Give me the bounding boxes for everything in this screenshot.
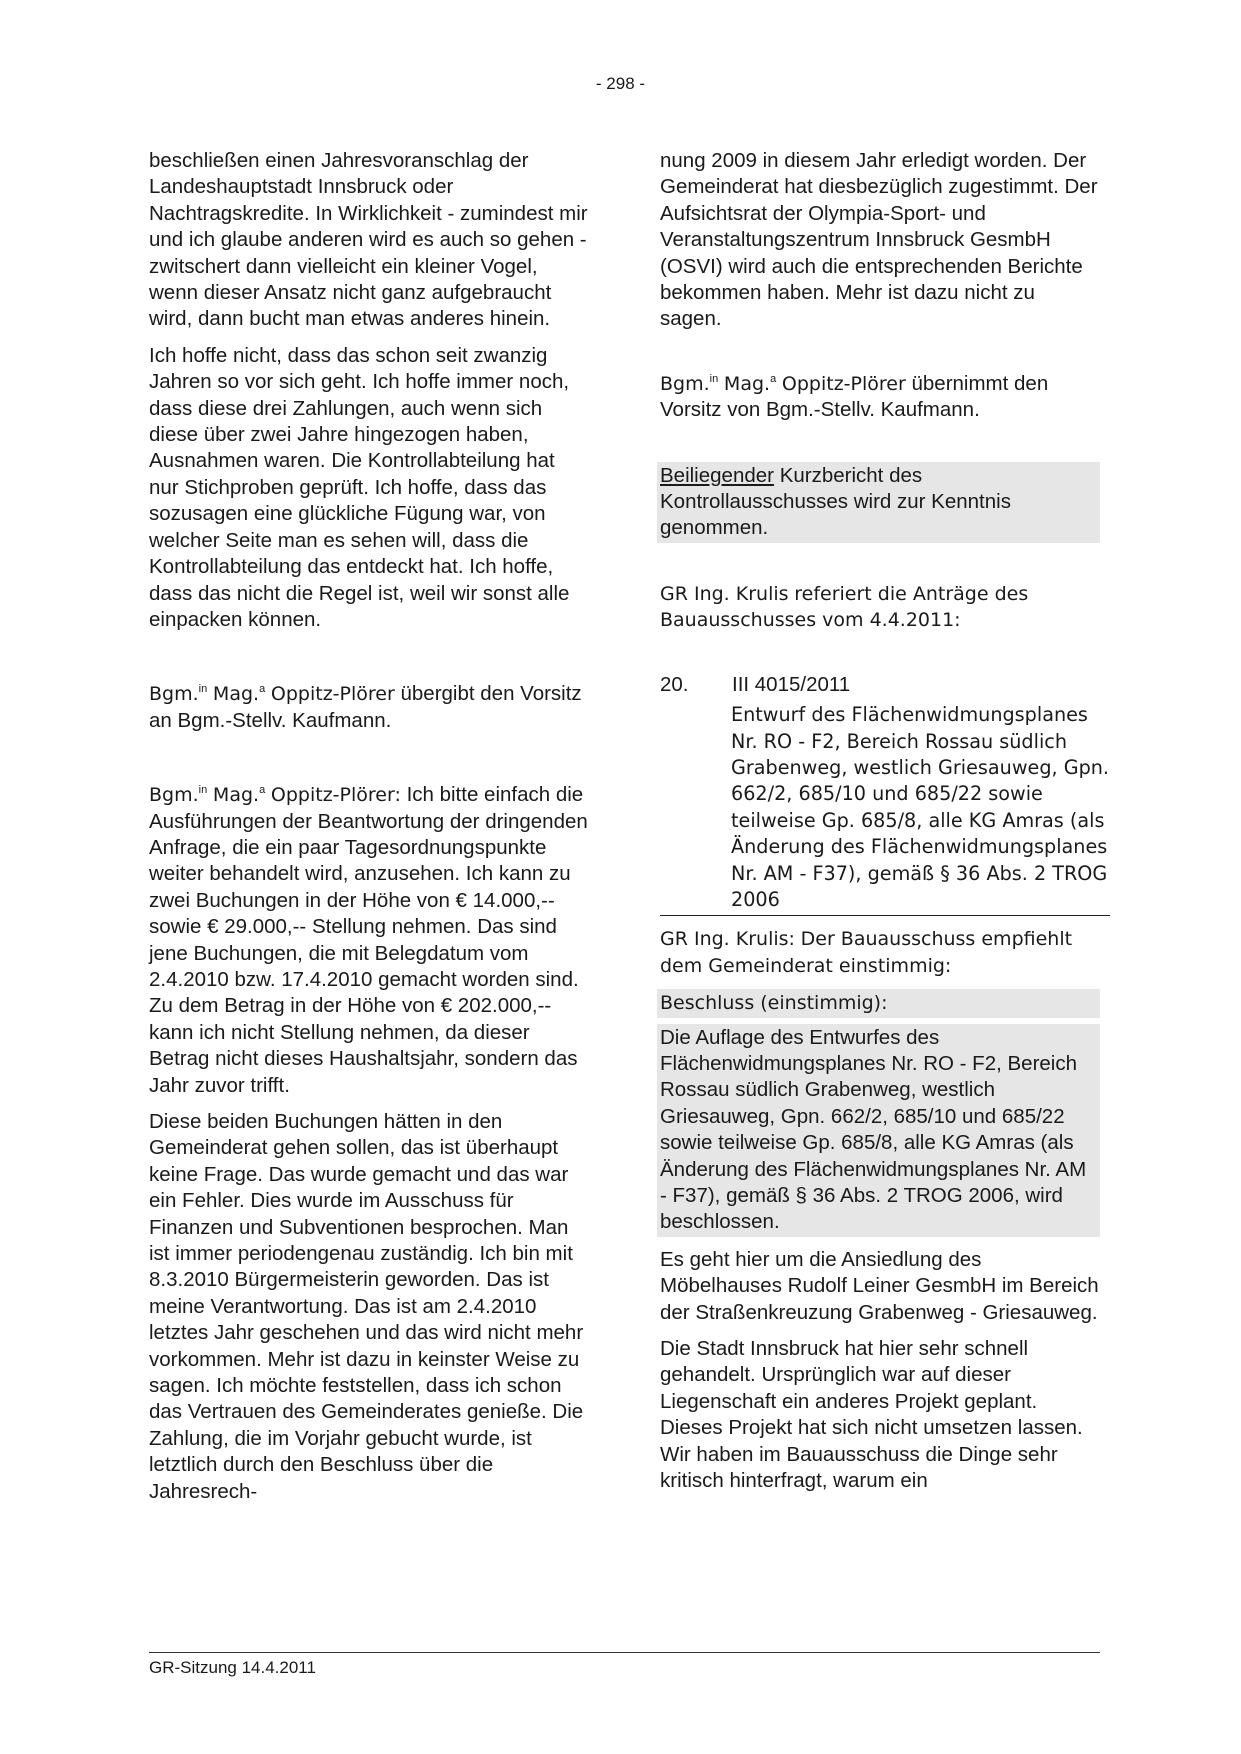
speaker-title: Bgm.: [149, 683, 199, 706]
right-paragraph-1: nung 2009 in diesem Jahr erledigt worden. Der Gemeinderat hat diesbezüglich zugestimmt. Der Aufsichtsrat der Olympia-Sport- und Veranstaltungszentrum Innsbruck GesmbH (OSVI) wird auch die entsprechenden Berichte bekommen haben. Mehr ist dazu nicht zu sagen.: [660, 149, 1098, 331]
report-notice-box: [657, 462, 1100, 543]
notice-text: Kurzbericht des Kontrollausschusses wird zur Kenntnis genommen.: [660, 463, 1011, 540]
left-paragraph-4: Diese beiden Buchungen hätten in den Gemeinderat gehen sollen, das ist überhaupt keine Frage. Das wurde gemacht und das war ein Fehler. Dies wurde im Ausschuss für Finanzen und Subventionen besprochen. Man ist immer periodengenau zuständig. Ich bin mit 8.3.2010 Bürgermeisterin geworden. Das ist meine Verantwortung. Das ist am 2.4.2010 letztes Jahr geschehen und das wird nicht mehr vorkommen. Mehr ist dazu in keinster Weise zu sagen. Ich möchte feststellen, dass ich schon das Vertrauen des Gemeinderates genieße. Die Zahlung, die im Vorjahr gebucht wurde, ist letztlich durch den Beschluss über die Jahresrech-: [149, 1110, 584, 1503]
speaker-name: Oppitz-Plörer: [270, 683, 395, 706]
speaker-name: GR Ing. Krulis:: [660, 928, 795, 951]
speaker-name: Oppitz-Plörer:: [270, 784, 401, 807]
speaker-name: GR Ing. Krulis: [660, 582, 789, 605]
speaker-degree-sup: a: [770, 372, 777, 385]
speaker-name: Oppitz-Plörer: [781, 372, 906, 395]
agenda-item-number: 20.: [660, 672, 689, 696]
committee-recommendation: [660, 926, 1100, 979]
right-paragraph-4: Die Stadt Innsbruck hat hier sehr schnell gehandelt. Ursprünglich war auf dieser Liegenschaft ein anderes Projekt geplant. Dieses Projekt hat sich nicht umsetzen lassen. Wir haben im Bauausschuss die Dinge sehr kritisch hinterfragt, warum ein: [660, 1337, 1083, 1493]
decision-text: Die Auflage des Entwurfes des Flächenwidmungsplanes Nr. RO - F2, Bereich Rossau südlich Grabenweg, westlich Griesauweg, Gpn. 662/2, 685/10 und 685/22 sowie teilweise Gp. 685/8, alle KG Amras (als Änderung des Flächenwidmungsplanes Nr. AM - F37), gemäß § 36 Abs. 2 TROG 2006, wird beschlossen.: [657, 1024, 1100, 1237]
speaker-title-sup: in: [198, 683, 208, 696]
agenda-item-description: Entwurf des Flächenwidmungsplanes Nr. RO - F2, Bereich Rossau südlich Grabenweg, westlich Griesauweg, Gpn. 662/2, 685/10 und 685/22 sowie teilweise Gp. 685/8, alle KG Amras (als Änderung des Flächenwidmungsplanes Nr. AM - F37), gemäß § 36 Abs. 2 TROG 2006: [660, 698, 1110, 916]
chair-handover-note: [149, 681, 589, 734]
agenda-item-reference: III 4015/2011: [732, 672, 851, 696]
decision-label: Beschluss (einstimmig):: [657, 989, 1100, 1017]
left-paragraph-2: Ich hoffe nicht, dass das schon seit zwanzig Jahren so vor sich geht. Ich hoffe immer noch, dass diese drei Zahlungen, auch wenn sich diese über zwei Jahre hingezogen haben, Ausnahmen waren. Die Kontrollabteilung hat nur Stichproben geprüft. Ich hoffe, dass das sozusagen eine glückliche Fügung war, von welcher Seite man es sehen will, dass die Kontrollabteilung das entdeckt hat. Ich hoffe, dass das nicht die Regel ist, weil wir sonst alle einpacken können.: [149, 343, 570, 631]
page-number: - 298 -: [595, 74, 646, 93]
footer-divider: [149, 1652, 1100, 1653]
chair-resume-note: [660, 371, 1100, 424]
underlined-word: Beiliegender: [660, 463, 774, 487]
note-text: übergibt den Vorsitz an Bgm.-Stellv. Kaufmann.: [149, 682, 582, 732]
right-paragraph-3: Es geht hier um die Ansiedlung des Möbelhauses Rudolf Leiner GesmbH im Bereich der Straßenkreuzung Grabenweg - Griesauweg.: [660, 1247, 1099, 1324]
referral-note: [660, 581, 1100, 634]
note-text: übernimmt den Vorsitz von Bgm.-Stellv. Kaufmann.: [660, 371, 1049, 422]
left-paragraph-1: beschließen einen Jahresvoranschlag der Landeshauptstadt Innsbruck oder Nachtragskredite. In Wirklichkeit - zumindest mir und ich glaube anderen wird es auch so gehen - zwitschert dann vielleicht ein kleiner Vogel, wenn dieser Ansatz nicht ganz aufgebraucht wird, dann bucht man etwas anderes hinein.: [149, 149, 588, 331]
speech-paragraph-lead: [149, 782, 589, 1099]
speaker-degree: Mag.: [212, 784, 260, 807]
recommendation-text: Der Bauausschuss empfiehlt dem Gemeinderat einstimmig:: [660, 928, 1073, 977]
note-text: referiert die Anträge des Bauausschusses vom 4.4.2011:: [660, 582, 1029, 632]
speaker-title-sup: in: [198, 784, 208, 797]
speaker-title: Bgm.: [149, 784, 199, 807]
speaker-degree-sup: a: [259, 683, 266, 696]
speaker-degree-sup: a: [259, 784, 266, 797]
speech-text: Ich bitte einfach die Ausführungen der Beantwortung der dringenden Anfrage, die ein paar Tagesordnungspunkte weiter behandelt wird, anzusehen. Ich kann zu zwei Buchungen in der Höhe von € 14.000,-- sowie € 29.000,-- Stellung nehmen. Das sind jene Buchungen, die mit Belegdatum vom 2.4.2010 bzw. 17.4.2010 gemacht worden sind. Zu dem Betrag in der Höhe von € 202.000,-- kann ich nicht Stellung nehmen, da dieser Betrag nicht dieses Haushaltsjahr, sondern das Jahr zuvor trifft.: [149, 783, 588, 1097]
speaker-title: Bgm.: [660, 372, 710, 395]
agenda-item-header: [660, 672, 1100, 698]
speaker-degree: Mag.: [212, 683, 260, 706]
agenda-item: [660, 672, 1110, 917]
speaker-degree: Mag.: [723, 372, 771, 395]
speaker-title-sup: in: [709, 372, 719, 385]
footer-session-date: GR-Sitzung 14.4.2011: [149, 1658, 316, 1677]
right-column: [660, 148, 1110, 1494]
left-column: [149, 148, 589, 1505]
